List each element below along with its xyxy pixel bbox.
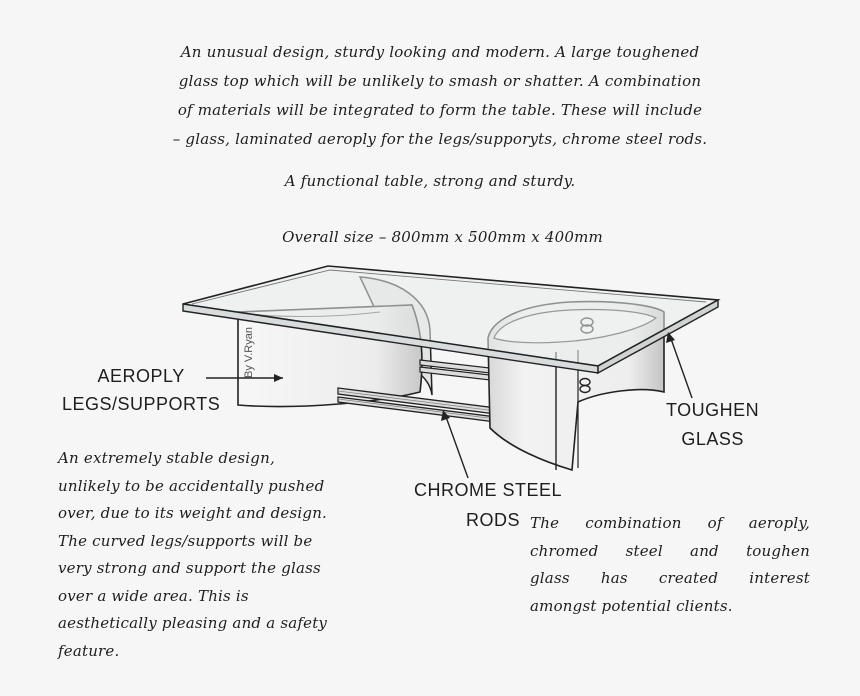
label-chrome-steel: CHROME STEEL xyxy=(414,480,563,500)
combination-description xyxy=(530,510,810,620)
label-aeroply-line: LEGS/SUPPORTS xyxy=(62,394,221,414)
stability-line: The curved legs/supports will be xyxy=(58,531,313,550)
stability-line: aesthetically pleasing and a safety xyxy=(58,614,328,632)
stability-description xyxy=(58,445,398,665)
stability-line: very strong and support the glass xyxy=(58,559,321,577)
label-rods: RODS xyxy=(466,510,521,530)
combination-line: amongst potential clients. xyxy=(530,596,733,615)
stability-line: over, due to its weight and design. xyxy=(58,504,328,522)
intro-line: – glass, laminated aeroply for the legs/supporyts, chrome steel rods. xyxy=(172,130,708,148)
combination-line: chromed steel and toughen xyxy=(530,541,810,560)
combination-line: glass has created interest xyxy=(530,569,810,587)
label-toughen-line: GLASS xyxy=(681,429,744,449)
intro-line: glass top which will be unlikely to smash or shatter. A combination xyxy=(178,72,702,90)
label-toughen-glass xyxy=(666,396,759,454)
toughen-pointer xyxy=(666,332,692,398)
intro-line: of materials will be integrated to form the table. These will include xyxy=(177,101,703,119)
combination-line: The combination of aeroply, xyxy=(530,514,810,532)
stability-line: feature. xyxy=(58,641,120,660)
intro-line: An unusual design, sturdy looking and modern. A large toughened xyxy=(180,43,700,61)
label-aeroply xyxy=(62,362,220,418)
label-aeroply-line: AEROPLY xyxy=(97,366,185,386)
functional-statement: A functional table, strong and sturdy. xyxy=(284,172,576,190)
stability-line: over a wide area. This is xyxy=(58,586,249,605)
watermark: By V.Ryan xyxy=(243,327,255,378)
stability-line: unlikely to be accidentally pushed xyxy=(58,476,325,495)
chrome-pointer xyxy=(441,410,468,478)
overall-size: Overall size – 800mm x 500mm x 400mm xyxy=(282,228,603,246)
label-toughen-line: TOUGHEN xyxy=(666,400,760,420)
stability-line: An extremely stable design, xyxy=(58,449,275,467)
